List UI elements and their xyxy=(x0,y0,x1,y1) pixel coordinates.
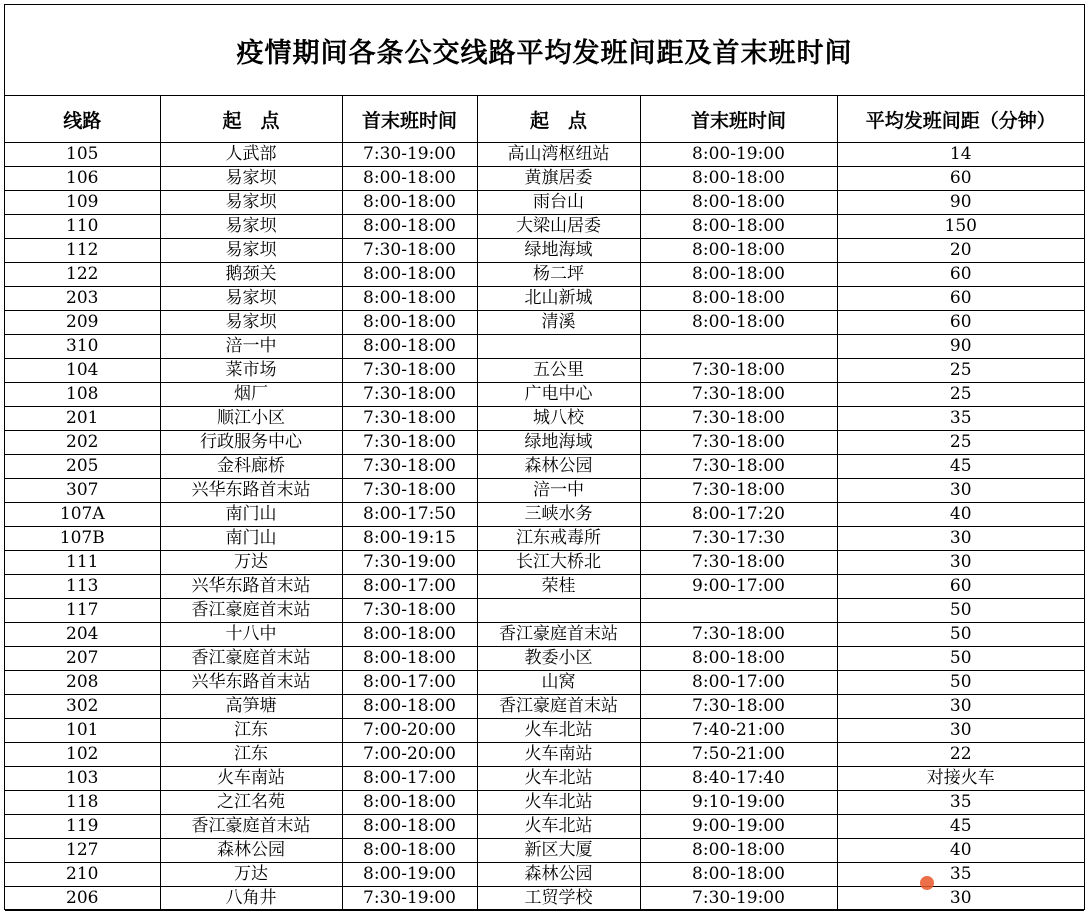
table-row xyxy=(5,407,1084,431)
cell-route: 102 xyxy=(5,743,160,767)
cell-origin: 香江豪庭首末站 xyxy=(160,815,342,839)
cell-route: 202 xyxy=(5,431,160,455)
cell-route: 113 xyxy=(5,575,160,599)
cell-interval: 60 xyxy=(837,575,1084,599)
cell-route: 103 xyxy=(5,767,160,791)
cell-origin-times: 7:30-19:00 xyxy=(342,887,477,911)
cell-origin-times: 7:30-18:00 xyxy=(342,599,477,623)
cell-origin: 涪一中 xyxy=(160,335,342,359)
cell-route: 106 xyxy=(5,167,160,191)
table-row xyxy=(5,623,1084,647)
cell-origin: 万达 xyxy=(160,551,342,575)
cell-origin-times: 7:30-18:00 xyxy=(342,431,477,455)
cell-destination: 大梁山居委 xyxy=(477,215,640,239)
schedule-sheet xyxy=(4,4,1085,910)
table-row xyxy=(5,743,1084,767)
cell-route: 122 xyxy=(5,263,160,287)
cell-destination-times: 8:00-18:00 xyxy=(640,839,837,863)
cell-origin: 菜市场 xyxy=(160,359,342,383)
cell-destination-times: 7:50-21:00 xyxy=(640,743,837,767)
cell-origin: 江东 xyxy=(160,719,342,743)
cell-destination-times: 8:00-18:00 xyxy=(640,191,837,215)
table-header-row xyxy=(5,96,1084,143)
cell-route: 302 xyxy=(5,695,160,719)
cell-origin-times: 8:00-18:00 xyxy=(342,335,477,359)
table-row xyxy=(5,455,1084,479)
cell-origin-times: 8:00-18:00 xyxy=(342,839,477,863)
cell-origin: 人武部 xyxy=(160,143,342,167)
cell-destination-times: 7:30-18:00 xyxy=(640,359,837,383)
cell-origin: 香江豪庭首末站 xyxy=(160,647,342,671)
cell-destination: 长江大桥北 xyxy=(477,551,640,575)
cell-destination: 五公里 xyxy=(477,359,640,383)
header-origin-times: 首末班时间 xyxy=(342,96,477,143)
cell-route: 119 xyxy=(5,815,160,839)
cell-destination: 森林公园 xyxy=(477,455,640,479)
cell-destination: 火车北站 xyxy=(477,767,640,791)
cell-destination-times: 9:10-19:00 xyxy=(640,791,837,815)
cell-interval: 50 xyxy=(837,599,1084,623)
cell-destination: 城八校 xyxy=(477,407,640,431)
cell-interval: 30 xyxy=(837,887,1084,911)
cell-origin: 顺江小区 xyxy=(160,407,342,431)
cell-route: 207 xyxy=(5,647,160,671)
header-route: 线路 xyxy=(5,96,160,143)
cell-origin-times: 7:30-18:00 xyxy=(342,239,477,263)
cell-destination-times xyxy=(640,599,837,623)
cell-route: 117 xyxy=(5,599,160,623)
cell-origin: 香江豪庭首末站 xyxy=(160,599,342,623)
cell-destination: 新区大厦 xyxy=(477,839,640,863)
cell-origin-times: 7:30-18:00 xyxy=(342,407,477,431)
cell-origin-times: 8:00-18:00 xyxy=(342,167,477,191)
cell-origin: 之江名苑 xyxy=(160,791,342,815)
cell-interval: 50 xyxy=(837,671,1084,695)
cell-interval: 25 xyxy=(837,383,1084,407)
schedule-table xyxy=(5,96,1084,911)
cell-route: 203 xyxy=(5,287,160,311)
table-row xyxy=(5,791,1084,815)
cell-interval: 14 xyxy=(837,143,1084,167)
cell-origin: 江东 xyxy=(160,743,342,767)
cell-origin: 易家坝 xyxy=(160,311,342,335)
cell-route: 107B xyxy=(5,527,160,551)
cell-origin: 火车南站 xyxy=(160,767,342,791)
header-destination: 起 点 xyxy=(477,96,640,143)
cell-destination: 涪一中 xyxy=(477,479,640,503)
cell-destination-times: 7:30-18:00 xyxy=(640,407,837,431)
header-origin: 起 点 xyxy=(160,96,342,143)
table-row xyxy=(5,503,1084,527)
table-row xyxy=(5,479,1084,503)
cell-interval: 45 xyxy=(837,815,1084,839)
table-row xyxy=(5,575,1084,599)
cell-route: 118 xyxy=(5,791,160,815)
cell-origin-times: 8:00-18:00 xyxy=(342,815,477,839)
cell-interval: 25 xyxy=(837,359,1084,383)
cell-destination: 工贸学校 xyxy=(477,887,640,911)
cell-interval: 90 xyxy=(837,335,1084,359)
cell-route: 112 xyxy=(5,239,160,263)
cell-origin: 烟厂 xyxy=(160,383,342,407)
cell-origin: 易家坝 xyxy=(160,167,342,191)
cell-route: 111 xyxy=(5,551,160,575)
cell-destination: 香江豪庭首末站 xyxy=(477,695,640,719)
cell-origin: 行政服务中心 xyxy=(160,431,342,455)
cell-interval: 25 xyxy=(837,431,1084,455)
cell-route: 105 xyxy=(5,143,160,167)
cell-origin-times: 7:30-18:00 xyxy=(342,359,477,383)
cell-route: 109 xyxy=(5,191,160,215)
cell-route: 307 xyxy=(5,479,160,503)
cell-origin: 万达 xyxy=(160,863,342,887)
cell-origin-times: 8:00-18:00 xyxy=(342,647,477,671)
cell-destination: 三峡水务 xyxy=(477,503,640,527)
cell-destination-times: 7:30-18:00 xyxy=(640,383,837,407)
cell-origin: 十八中 xyxy=(160,623,342,647)
cell-destination-times: 8:00-19:00 xyxy=(640,143,837,167)
cell-route: 107A xyxy=(5,503,160,527)
cell-interval: 60 xyxy=(837,287,1084,311)
cell-interval: 30 xyxy=(837,551,1084,575)
cell-destination-times: 7:30-18:00 xyxy=(640,623,837,647)
cell-destination-times: 7:30-18:00 xyxy=(640,455,837,479)
cell-origin-times: 8:00-18:00 xyxy=(342,287,477,311)
cell-destination-times xyxy=(640,335,837,359)
cell-route: 201 xyxy=(5,407,160,431)
cell-origin: 兴华东路首末站 xyxy=(160,479,342,503)
table-row xyxy=(5,719,1084,743)
cell-route: 310 xyxy=(5,335,160,359)
cell-route: 204 xyxy=(5,623,160,647)
cell-destination: 火车南站 xyxy=(477,743,640,767)
table-row xyxy=(5,335,1084,359)
cell-origin-times: 8:00-17:50 xyxy=(342,503,477,527)
cell-route: 101 xyxy=(5,719,160,743)
cell-origin-times: 8:00-17:00 xyxy=(342,671,477,695)
table-row xyxy=(5,359,1084,383)
table-row xyxy=(5,143,1084,167)
cell-origin-times: 7:30-18:00 xyxy=(342,455,477,479)
cell-origin: 易家坝 xyxy=(160,239,342,263)
cell-origin-times: 7:30-18:00 xyxy=(342,479,477,503)
cell-destination: 雨台山 xyxy=(477,191,640,215)
cell-origin: 高笋塘 xyxy=(160,695,342,719)
cell-destination-times: 9:00-19:00 xyxy=(640,815,837,839)
header-destination-times: 首末班时间 xyxy=(640,96,837,143)
cell-interval: 90 xyxy=(837,191,1084,215)
cell-destination: 火车北站 xyxy=(477,791,640,815)
cell-destination-times: 8:00-18:00 xyxy=(640,863,837,887)
cell-route: 205 xyxy=(5,455,160,479)
table-row xyxy=(5,311,1084,335)
cell-destination-times: 7:30-18:00 xyxy=(640,695,837,719)
table-row xyxy=(5,383,1084,407)
table-row xyxy=(5,647,1084,671)
cell-destination-times: 8:00-17:00 xyxy=(640,671,837,695)
cell-destination: 火车北站 xyxy=(477,815,640,839)
table-row xyxy=(5,527,1084,551)
cell-origin: 金科廊桥 xyxy=(160,455,342,479)
cell-interval: 20 xyxy=(837,239,1084,263)
cell-destination: 香江豪庭首末站 xyxy=(477,623,640,647)
table-row xyxy=(5,191,1084,215)
cell-interval: 60 xyxy=(837,167,1084,191)
cell-interval: 60 xyxy=(837,263,1084,287)
page-title: 疫情期间各条公交线路平均发班间距及首末班时间 xyxy=(5,5,1084,96)
cell-route: 206 xyxy=(5,887,160,911)
cell-destination xyxy=(477,599,640,623)
cell-interval: 35 xyxy=(837,791,1084,815)
cell-origin: 兴华东路首末站 xyxy=(160,671,342,695)
cell-destination: 广电中心 xyxy=(477,383,640,407)
table-row xyxy=(5,767,1084,791)
cell-interval: 35 xyxy=(837,863,1084,887)
cell-interval: 对接火车 xyxy=(837,767,1084,791)
cell-origin-times: 8:00-18:00 xyxy=(342,623,477,647)
table-row xyxy=(5,431,1084,455)
cell-origin: 南门山 xyxy=(160,503,342,527)
cell-route: 104 xyxy=(5,359,160,383)
cell-route: 110 xyxy=(5,215,160,239)
table-row xyxy=(5,599,1084,623)
table-row xyxy=(5,263,1084,287)
cell-destination: 森林公园 xyxy=(477,863,640,887)
cell-origin-times: 7:00-20:00 xyxy=(342,743,477,767)
table-row xyxy=(5,839,1084,863)
cell-origin-times: 8:00-18:00 xyxy=(342,191,477,215)
cell-route: 210 xyxy=(5,863,160,887)
cell-destination-times: 8:40-17:40 xyxy=(640,767,837,791)
cell-interval: 45 xyxy=(837,455,1084,479)
cell-interval: 40 xyxy=(837,839,1084,863)
cell-interval: 35 xyxy=(837,407,1084,431)
cell-origin: 鹅颈关 xyxy=(160,263,342,287)
cell-destination-times: 7:30-17:30 xyxy=(640,527,837,551)
cell-route: 127 xyxy=(5,839,160,863)
cell-destination-times: 7:30-18:00 xyxy=(640,551,837,575)
table-row xyxy=(5,551,1084,575)
cell-interval: 50 xyxy=(837,647,1084,671)
cell-origin-times: 8:00-19:00 xyxy=(342,863,477,887)
cell-destination: 黄旗居委 xyxy=(477,167,640,191)
cell-interval: 60 xyxy=(837,311,1084,335)
cell-origin: 南门山 xyxy=(160,527,342,551)
cell-interval: 22 xyxy=(837,743,1084,767)
cell-origin-times: 8:00-18:00 xyxy=(342,791,477,815)
cell-origin-times: 8:00-18:00 xyxy=(342,311,477,335)
cell-origin: 森林公园 xyxy=(160,839,342,863)
cell-destination-times: 7:30-19:00 xyxy=(640,887,837,911)
table-row xyxy=(5,695,1084,719)
cell-origin: 兴华东路首末站 xyxy=(160,575,342,599)
cell-destination-times: 8:00-18:00 xyxy=(640,167,837,191)
cell-destination: 北山新城 xyxy=(477,287,640,311)
header-interval: 平均发班间距（分钟） xyxy=(837,96,1084,143)
cell-destination-times: 8:00-18:00 xyxy=(640,287,837,311)
cell-origin-times: 7:30-18:00 xyxy=(342,383,477,407)
cell-interval: 30 xyxy=(837,695,1084,719)
cell-destination-times: 7:30-18:00 xyxy=(640,431,837,455)
cell-destination: 火车北站 xyxy=(477,719,640,743)
cell-origin-times: 8:00-18:00 xyxy=(342,695,477,719)
cell-interval: 50 xyxy=(837,623,1084,647)
cell-origin-times: 8:00-18:00 xyxy=(342,263,477,287)
cell-destination: 江东戒毒所 xyxy=(477,527,640,551)
table-row xyxy=(5,287,1084,311)
cell-destination: 清溪 xyxy=(477,311,640,335)
cell-route: 108 xyxy=(5,383,160,407)
cell-destination: 绿地海域 xyxy=(477,239,640,263)
cell-origin-times: 7:00-20:00 xyxy=(342,719,477,743)
cell-destination: 杨二坪 xyxy=(477,263,640,287)
table-row xyxy=(5,215,1084,239)
table-row xyxy=(5,239,1084,263)
cell-destination: 教委小区 xyxy=(477,647,640,671)
cell-destination: 荣桂 xyxy=(477,575,640,599)
cell-origin-times: 7:30-19:00 xyxy=(342,143,477,167)
cell-destination-times: 8:00-17:20 xyxy=(640,503,837,527)
cell-origin: 易家坝 xyxy=(160,287,342,311)
cell-origin-times: 7:30-19:00 xyxy=(342,551,477,575)
cell-route: 209 xyxy=(5,311,160,335)
cell-destination-times: 8:00-18:00 xyxy=(640,647,837,671)
cell-interval: 30 xyxy=(837,527,1084,551)
table-row xyxy=(5,887,1084,911)
table-row xyxy=(5,167,1084,191)
cell-destination-times: 8:00-18:00 xyxy=(640,311,837,335)
table-body xyxy=(5,143,1084,911)
cell-destination xyxy=(477,335,640,359)
cell-destination: 绿地海域 xyxy=(477,431,640,455)
cell-origin-times: 8:00-19:15 xyxy=(342,527,477,551)
cell-origin-times: 8:00-18:00 xyxy=(342,215,477,239)
cell-destination: 高山湾枢纽站 xyxy=(477,143,640,167)
cell-destination-times: 9:00-17:00 xyxy=(640,575,837,599)
cell-origin: 易家坝 xyxy=(160,191,342,215)
cell-destination-times: 7:30-18:00 xyxy=(640,479,837,503)
watermark xyxy=(920,876,934,890)
cell-destination-times: 7:40-21:00 xyxy=(640,719,837,743)
cell-route: 208 xyxy=(5,671,160,695)
cell-origin: 易家坝 xyxy=(160,215,342,239)
cell-destination-times: 8:00-18:00 xyxy=(640,215,837,239)
cell-interval: 30 xyxy=(837,719,1084,743)
cell-interval: 40 xyxy=(837,503,1084,527)
cell-destination: 山窝 xyxy=(477,671,640,695)
watermark-logo-icon xyxy=(920,876,934,890)
cell-destination-times: 8:00-18:00 xyxy=(640,263,837,287)
cell-origin: 八角井 xyxy=(160,887,342,911)
cell-destination-times: 8:00-18:00 xyxy=(640,239,837,263)
cell-origin-times: 8:00-17:00 xyxy=(342,767,477,791)
cell-interval: 30 xyxy=(837,479,1084,503)
cell-origin-times: 8:00-17:00 xyxy=(342,575,477,599)
table-row xyxy=(5,815,1084,839)
cell-interval: 150 xyxy=(837,215,1084,239)
table-row xyxy=(5,671,1084,695)
